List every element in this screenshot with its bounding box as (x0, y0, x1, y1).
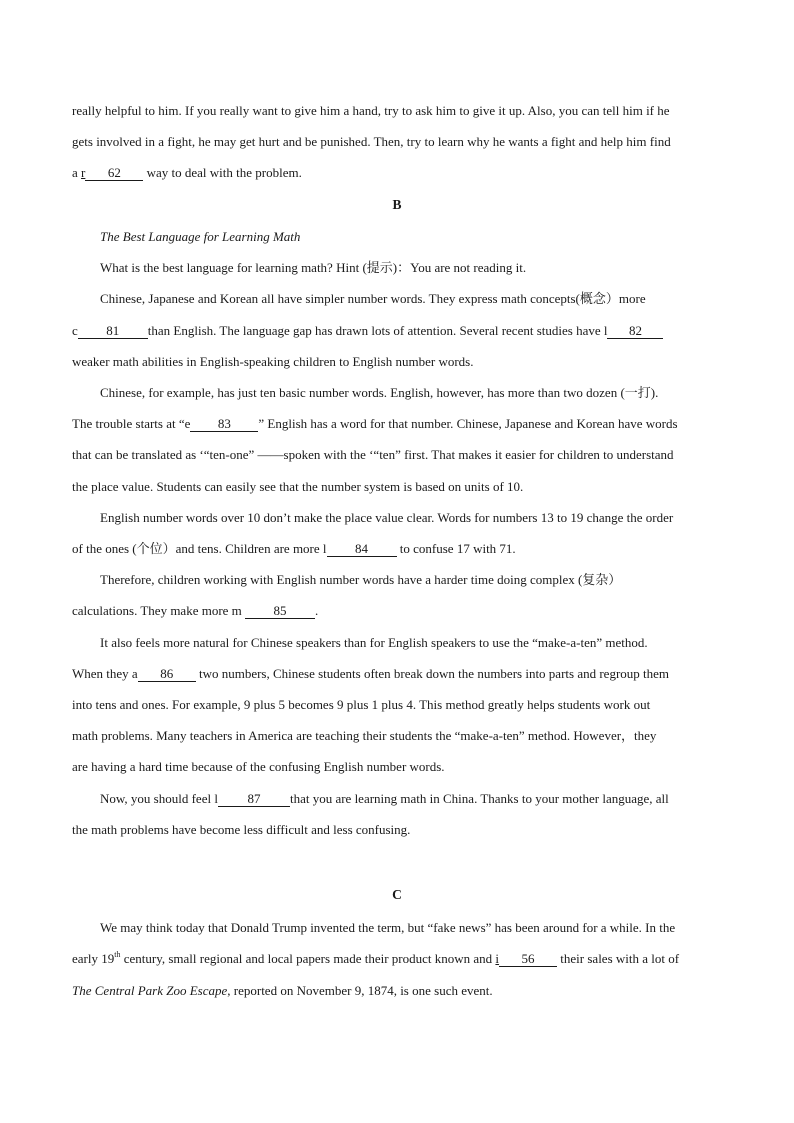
section-heading-c: C (392, 887, 402, 902)
blank-letter: r (81, 165, 86, 180)
blank-85: 85 (245, 604, 315, 619)
text: Now, you should feel l (100, 791, 218, 806)
text: When they a (72, 666, 138, 681)
paragraph-line (72, 165, 302, 181)
superscript: th (114, 950, 121, 959)
paragraph-line: into tens and ones. For example, 9 plus 5 becomes 9 plus 1 plus 4. This method greatly helps students work out (72, 697, 651, 712)
blank-86: 86 (138, 667, 196, 682)
text: c (72, 323, 78, 338)
text: than English. The language gap has drawn lots of attention. Several recent studies have l (147, 323, 608, 338)
paragraph-line: Chinese, for example, has just ten basic number words. English, however, has more than two dozen (一打). (100, 385, 659, 400)
text: their sales with a lot of (557, 951, 680, 966)
paragraph-line (72, 983, 493, 999)
blank-81: 81 (78, 324, 148, 339)
text: , reported on November 9, 1874, is one such event. (227, 983, 493, 998)
blank-letter: i (495, 951, 500, 966)
paragraph-line: that can be translated as ‘“ten-one” ——spoken with the ‘“ten” first. That makes it easier for children to understand (72, 447, 674, 462)
paragraph-line: weaker math abilities in English-speaking children to English number words. (72, 354, 474, 369)
blank-84: 84 (327, 542, 397, 557)
paragraph-line: English number words over 10 don’t make the place value clear. Words for numbers 13 to 19 change the order (100, 510, 674, 525)
paragraph-line: really helpful to him. If you really want to give him a hand, try to ask him to give it up. Also, you can tell him if he (72, 103, 670, 118)
blank-62: 62 (85, 166, 143, 181)
paragraph-line: We may think today that Donald Trump invented the term, but “fake news” has been around for a while. In the (100, 920, 676, 935)
paragraph-line (72, 603, 318, 619)
passage-title: The Best Language for Learning Math (100, 229, 301, 244)
text: way to deal with the problem. (143, 165, 302, 180)
paragraph-line: math problems. Many teachers in America are teaching their students the “make-a-ten” method. However，they (72, 728, 657, 743)
paragraph-line: Therefore, children working with English number words have a harder time doing complex (复杂） (100, 572, 622, 587)
blank-83: 83 (190, 417, 258, 432)
paragraph-line: are having a hard time because of the confusing English number words. (72, 759, 445, 774)
text: to confuse 17 with 71. (396, 541, 516, 556)
text: century, small regional and local papers made their product known and (120, 951, 496, 966)
article-title: The Central Park Zoo Escape (72, 983, 228, 998)
paragraph-line: the place value. Students can easily see that the number system is based on units of 10. (72, 479, 524, 494)
paragraph-line (100, 791, 669, 807)
paragraph-line (72, 666, 669, 682)
text: ” English has a word for that number. Chinese, Japanese and Korean have words (258, 416, 678, 431)
blank-82: 82 (607, 324, 663, 339)
paragraph-line: It also feels more natural for Chinese speakers than for English speakers to use the “make-a-ten” method. (100, 635, 648, 650)
text: calculations. They make more m (72, 603, 246, 618)
blank-87: 87 (218, 792, 290, 807)
text: The trouble starts at “e (72, 416, 191, 431)
paragraph-line (72, 951, 679, 967)
paragraph-line (72, 323, 663, 339)
paragraph-line: Chinese, Japanese and Korean all have simpler number words. They express math concepts(概念）more (100, 291, 646, 306)
paragraph-line: gets involved in a fight, he may get hurt and be punished. Then, try to learn why he wants a fight and help him find (72, 134, 671, 149)
text: . (315, 603, 319, 618)
text: early 19 (72, 951, 115, 966)
paragraph-line (72, 541, 516, 557)
section-heading-b: B (392, 197, 402, 212)
paragraph-line: the math problems have become less difficult and less confusing. (72, 822, 411, 837)
blank-56: 56 (499, 952, 557, 967)
text: that you are learning math in China. Thanks to your mother language, all (289, 791, 669, 806)
text: a (72, 165, 82, 180)
paragraph-line: What is the best language for learning math? Hint (提示)：You are not reading it. (100, 260, 527, 275)
paragraph-line (72, 416, 678, 432)
text: of the ones (个位）and tens. Children are more l (72, 541, 327, 556)
text: two numbers, Chinese students often break down the numbers into parts and regroup them (195, 666, 670, 681)
